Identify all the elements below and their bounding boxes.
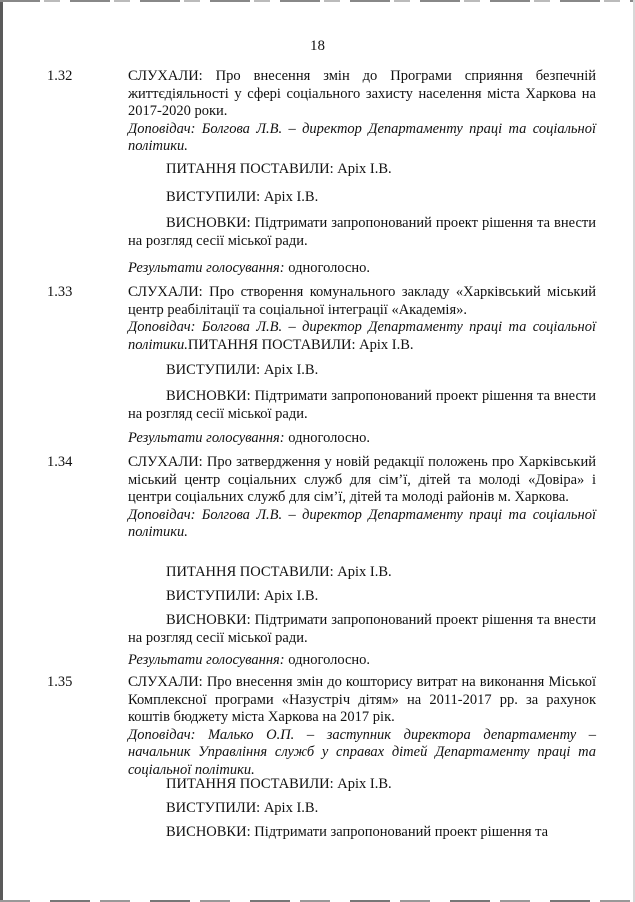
conclusions bbox=[128, 388, 596, 423]
spoke: ВИСТУПИЛИ: Аріх І.В. bbox=[166, 588, 319, 604]
heard-label: СЛУХАЛИ: bbox=[128, 454, 203, 470]
vote-results bbox=[128, 652, 596, 670]
item-heard bbox=[128, 674, 596, 779]
heard-label: СЛУХАЛИ: bbox=[128, 674, 203, 690]
speaker: Доповідач: Малько О.П. – заступник директора департаменту – начальник Управління служб у справах дітей Департаменту праці та соціальної політики. bbox=[128, 726, 596, 778]
item-heard bbox=[128, 68, 596, 156]
page-number: 18 bbox=[310, 38, 325, 54]
vote-result: одноголосно. bbox=[288, 260, 371, 276]
heard-label: СЛУХАЛИ: bbox=[128, 68, 203, 84]
spoke: ВИСТУПИЛИ: Аріх І.В. bbox=[166, 800, 319, 816]
conclusions-text: ВИСНОВКИ: Підтримати запропонований проект рішення та внести на розгляд сесії міської ради. bbox=[128, 215, 596, 249]
spoke: ВИСТУПИЛИ: Аріх І.В. bbox=[166, 189, 319, 205]
scan-left-edge bbox=[0, 0, 3, 902]
questions-raised: ПИТАННЯ ПОСТАВИЛИ: Аріх І.В. bbox=[166, 161, 392, 177]
speaker: Доповідач: Болгова Л.В. – директор Департаменту праці та соціальної політики. bbox=[128, 120, 596, 154]
vote-result: одноголосно. bbox=[288, 652, 371, 668]
conclusions-text: ВИСНОВКИ: Підтримати запропонований проект рішення та внести на розгляд сесії міської ради. bbox=[128, 612, 596, 646]
heard-text: Про внесення змін до Програми сприяння безпечній життєдіяльності у сфері соціального захисту населення міста Харкова на 2017-2020 роки. bbox=[128, 68, 596, 119]
questions-raised: ПИТАННЯ ПОСТАВИЛИ: Аріх І.В. bbox=[166, 564, 392, 580]
item-number: 1.34 bbox=[47, 454, 73, 470]
item-heard bbox=[128, 454, 596, 542]
questions-raised: ПИТАННЯ ПОСТАВИЛИ: Аріх І.В. bbox=[166, 776, 392, 792]
vote-label: Результати голосування: bbox=[128, 260, 285, 276]
conclusions-text: ВИСНОВКИ: Підтримати запропонований проект рішення та внести на розгляд сесії міської ради. bbox=[128, 388, 596, 422]
vote-result: одноголосно. bbox=[288, 430, 371, 446]
heard-label: СЛУХАЛИ: bbox=[128, 284, 203, 300]
speaker: Доповідач: Болгова Л.В. – директор Департаменту праці та соціальної політики. bbox=[128, 506, 596, 540]
item-number: 1.33 bbox=[47, 284, 73, 300]
vote-label: Результати голосування: bbox=[128, 652, 285, 668]
conclusions-text: ВИСНОВКИ: Підтримати запропонований проект рішення та bbox=[166, 824, 549, 840]
conclusions bbox=[128, 215, 596, 250]
heard-text: Про створення комунального закладу «Харківський міський центр реабілітації та соціальної інтеграції «Академія». bbox=[128, 284, 596, 318]
item-heard bbox=[128, 284, 596, 354]
heard-text: Про внесення змін до кошторису витрат на виконання Міської Комплексної програми «Назустріч дітям» на 2011-2017 рр. за рахунок коштів бюджету міста Харкова на 2017 рік. bbox=[128, 674, 597, 725]
conclusions bbox=[128, 612, 596, 647]
item-number: 1.32 bbox=[47, 68, 73, 84]
vote-results bbox=[128, 430, 596, 448]
spoke: ВИСТУПИЛИ: Аріх І.В. bbox=[166, 362, 319, 378]
speaker: Доповідач: Болгова Л.В. – директор Департаменту праці та соціальної політики. bbox=[128, 319, 596, 353]
vote-label: Результати голосування: bbox=[128, 430, 285, 446]
item-number: 1.35 bbox=[47, 674, 73, 690]
scan-top-edge bbox=[0, 0, 635, 2]
conclusions bbox=[128, 824, 596, 842]
questions-raised: ПИТАННЯ ПОСТАВИЛИ: Аріх І.В. bbox=[187, 336, 414, 353]
vote-results bbox=[128, 260, 596, 278]
heard-text: Про затвердження у новій редакції положень про Харківський міський центр соціальних служб для сім’ї, дітей та молоді «Довіра» і центри соціальних служб для сім’ї, дітей та молоді районів м. Харкова. bbox=[128, 454, 596, 505]
